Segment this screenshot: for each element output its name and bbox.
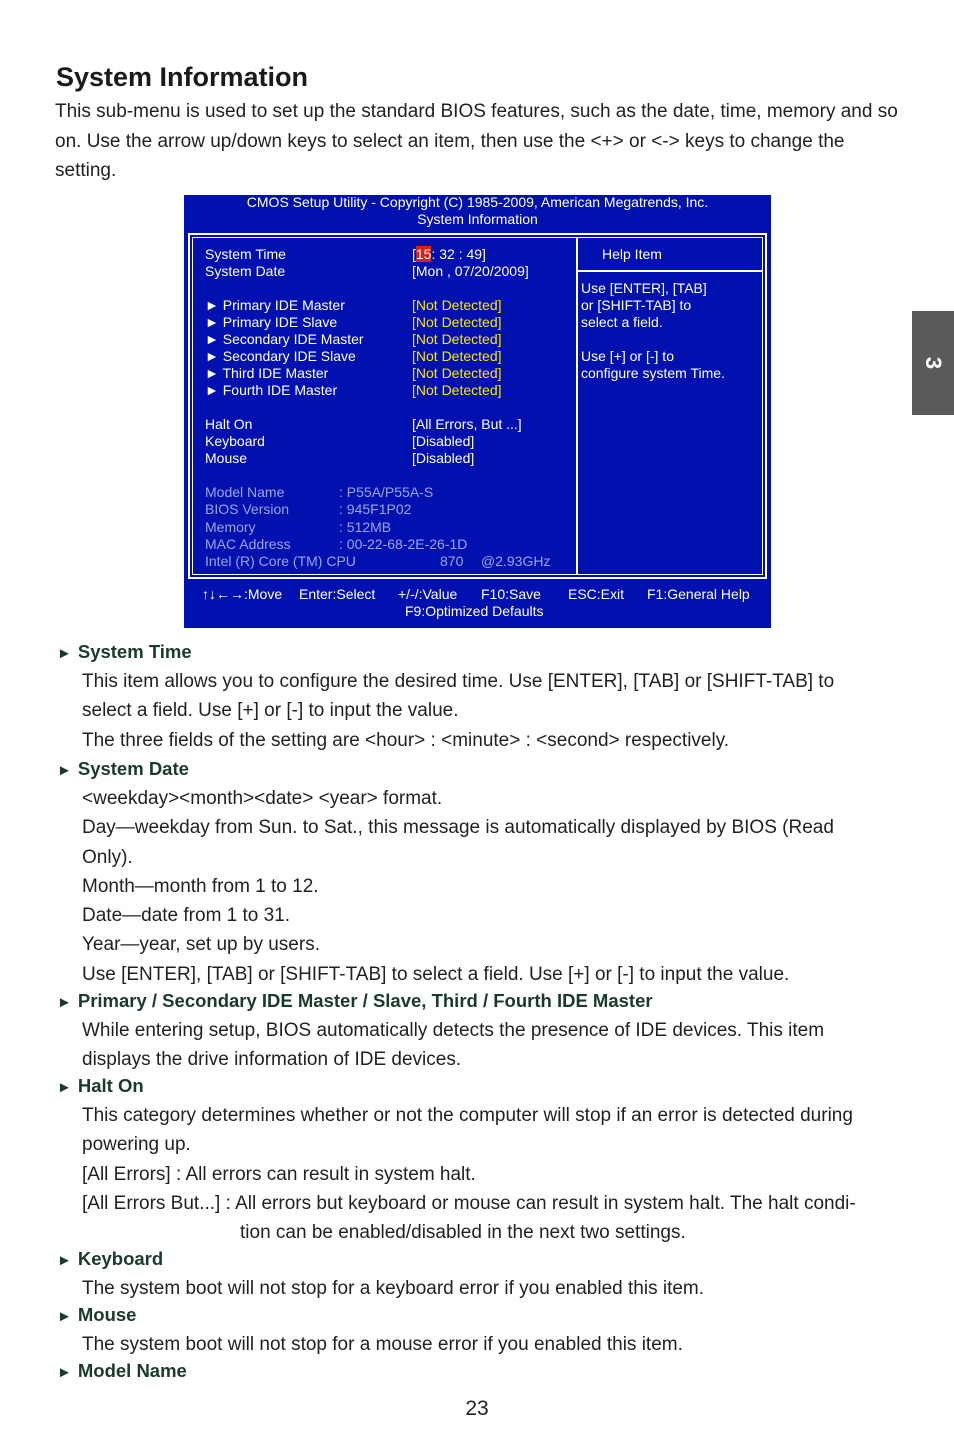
keyboard-label[interactable]: Keyboard [205,433,265,449]
heading-text: Keyboard [77,1248,164,1269]
section-heading-ide [57,990,653,1012]
model-name-label: Model Name [205,484,285,500]
mouse-value[interactable]: [Disabled] [412,450,475,466]
bios-header-copyright: CMOS Setup Utility - Copyright (C) 1985-2009, American Megatrends, Inc. [246,194,709,210]
system-time-value[interactable] [412,246,486,263]
ide-fourth-master-label[interactable]: ► Fourth IDE Master [205,382,338,398]
time-bracket: [ [412,246,416,262]
paragraph-line: Only). [82,847,133,868]
section-heading-system-time [57,641,192,663]
bullet-arrow-icon: ► [57,1364,72,1381]
system-time-label[interactable]: System Time [205,246,286,262]
heading-text: System Time [77,641,192,662]
paragraph-line: The system boot will not stop for a keyboard error if you enabled this item. [82,1278,705,1299]
paragraph-line: powering up. [82,1134,191,1155]
footer-value: +/-/:Value [398,586,458,602]
paragraph-line: [All Errors But...] : All errors but keyboard or mouse can result in system halt. The halt condi- [82,1193,856,1214]
ide-secondary-master-value: [Not Detected] [412,331,502,347]
help-line: Use [+] or [-] to [581,348,674,364]
heading-text: Model Name [77,1360,187,1381]
footer-exit: ESC:Exit [568,586,625,602]
bullet-arrow-icon: ► [57,994,72,1011]
cpu-speed: @2.93GHz [481,553,551,569]
halt-on-value[interactable]: [All Errors, But ...] [412,416,522,432]
ide-third-master-value: [Not Detected] [412,365,502,381]
ide-secondary-slave-label[interactable]: ► Secondary IDE Slave [205,348,356,364]
footer-optimized-defaults: F9:Optimized Defaults [405,603,544,619]
ide-primary-master-value: [Not Detected] [412,297,502,313]
ide-third-master-label[interactable]: ► Third IDE Master [205,365,329,381]
intro-paragraph: This sub-menu is used to set up the standard BIOS features, such as the date, time, memory and so on. Use the arrow up/down keys to select an item, then use the <+> or <-> keys to change the setting. [55,101,898,181]
ide-secondary-master-label[interactable]: ► Secondary IDE Master [205,331,364,347]
bios-version-label: BIOS Version [205,501,290,517]
help-line: Use [ENTER], [TAB] [581,280,707,296]
paragraph-line: The system boot will not stop for a mouse error if you enabled this item. [82,1334,683,1355]
heading-text: Mouse [77,1304,137,1325]
ide-primary-slave-value: [Not Detected] [412,314,502,330]
paragraph-line: The three fields of the setting are <hour> : <minute> : <second> respectively. [82,730,730,751]
footer-move: ↑↓←→:Move [202,586,283,602]
ide-primary-master-label[interactable]: ► Primary IDE Master [205,297,345,313]
help-line: configure system Time. [581,365,725,381]
section-heading-halt-on [57,1075,144,1097]
section-heading-model-name [57,1360,187,1382]
cpu-model: 870 [440,553,464,569]
heading-text: System Date [77,758,189,779]
paragraph-line: Day—weekday from Sun. to Sat., this message is automatically displayed by BIOS (Read [82,817,834,838]
time-hour-field[interactable]: 15 [415,246,432,262]
keyboard-value[interactable]: [Disabled] [412,433,475,449]
bullet-arrow-icon: ► [57,645,72,662]
bios-main-frame-inner [192,237,763,575]
page-number: 23 [465,1397,489,1420]
memory-label: Memory [205,519,256,535]
paragraph-line: tion can be enabled/disabled in the next two settings. [240,1222,686,1243]
page-title: System Information [56,62,309,92]
help-line: select a field. [581,314,663,330]
footer-save: F10:Save [481,586,541,602]
paragraph-line: [All Errors] : All errors can result in system halt. [82,1164,476,1185]
system-date-value[interactable]: [Mon , 07/20/2009] [412,263,529,279]
paragraph-line: This category determines whether or not the computer will stop if an error is detected during [82,1105,853,1126]
bios-header-title: System Information [417,211,538,227]
paragraph-line: displays the drive information of IDE devices. [82,1049,462,1070]
bullet-arrow-icon: ► [57,1079,72,1096]
system-date-label[interactable]: System Date [205,263,286,279]
paragraph-line: select a field. Use [+] or [-] to input the value. [82,700,459,721]
paragraph-line: Year—year, set up by users. [82,934,320,955]
chapter-number: 3 [921,356,946,370]
mac-address-label: MAC Address [205,536,291,552]
paragraph-line: Date—date from 1 to 31. [82,905,291,926]
section-heading-system-date [57,758,189,780]
ide-secondary-slave-value: [Not Detected] [412,348,502,364]
section-heading-keyboard [57,1248,163,1270]
bios-help-separator [577,270,762,272]
help-item-title: Help Item [602,246,662,262]
paragraph-line: This item allows you to configure the desired time. Use [ENTER], [TAB] or [SHIFT-TAB] to [82,671,835,692]
footer-general-help: F1:General Help [647,586,750,602]
paragraph-line: <weekday><month><date> <year> format. [82,788,443,809]
heading-text: Primary / Secondary IDE Master / Slave, Third / Fourth IDE Master [77,990,653,1011]
ide-fourth-master-value: [Not Detected] [412,382,502,398]
heading-text: Halt On [77,1075,144,1096]
paragraph-line: Month—month from 1 to 12. [82,876,319,897]
help-line: or [SHIFT-TAB] to [581,297,692,313]
time-rest: : 32 : 49] [431,246,486,262]
paragraph-line: Use [ENTER], [TAB] or [SHIFT-TAB] to select a field. Use [+] or [-] to input the value. [82,964,790,985]
bios-screenshot [184,195,771,628]
paragraph-line: While entering setup, BIOS automatically detects the presence of IDE devices. This item [82,1020,825,1041]
cpu-label: Intel (R) Core (TM) CPU [205,553,356,569]
section-heading-mouse [57,1304,136,1326]
bios-help-divider [576,238,578,574]
bullet-arrow-icon: ► [57,762,72,779]
bullet-arrow-icon: ► [57,1308,72,1325]
mouse-label[interactable]: Mouse [205,450,248,466]
memory-value: : 512MB [339,519,392,535]
bios-main-frame [188,233,767,579]
halt-on-label[interactable]: Halt On [205,416,253,432]
bullet-arrow-icon: ► [57,1252,72,1269]
footer-select: Enter:Select [299,586,376,602]
model-name-value: : P55A/P55A-S [339,484,434,500]
mac-address-value: : 00-22-68-2E-26-1D [339,536,468,552]
chapter-tab [912,311,954,415]
bios-version-value: : 945F1P02 [339,501,412,517]
ide-primary-slave-label[interactable]: ► Primary IDE Slave [205,314,338,330]
